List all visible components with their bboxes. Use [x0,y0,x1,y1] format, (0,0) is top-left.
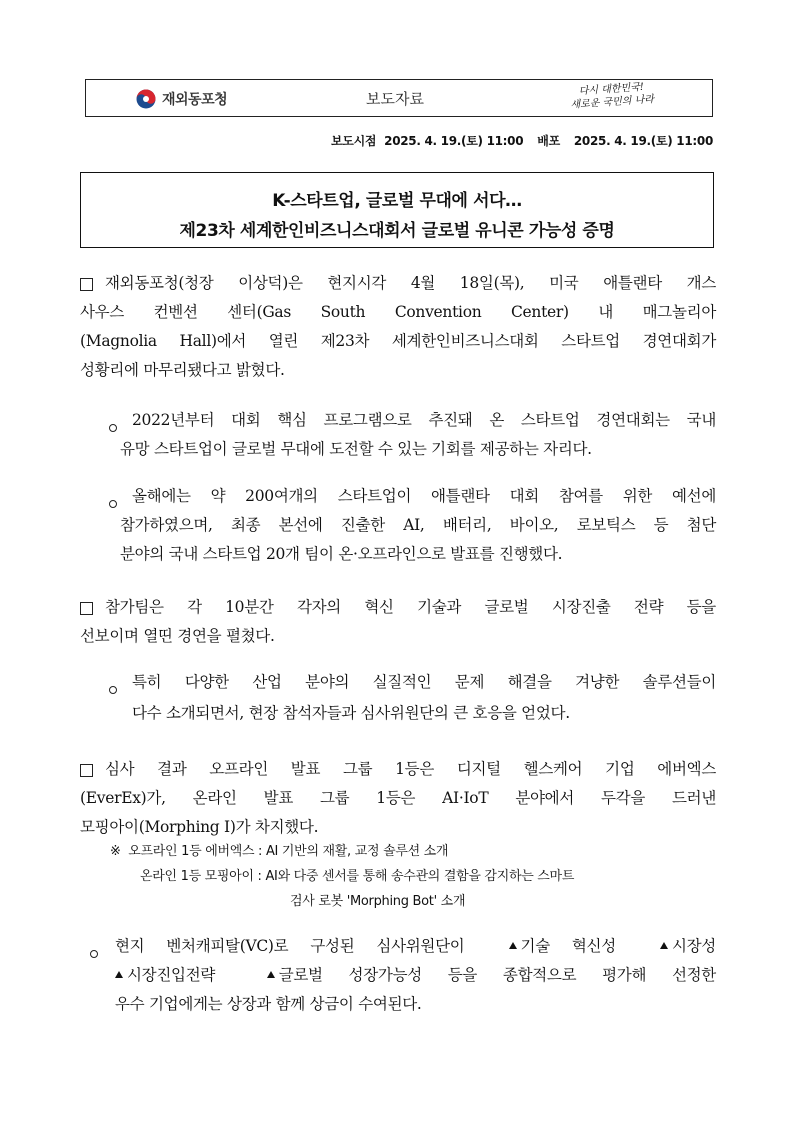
distribution-value: 2025. 4. 19.(토) 11:00 [573,134,713,148]
paragraph-line: 특히 다양한 산업 분야의 실질적인 문제 해결을 겨냥한 솔루션들이 [132,673,716,691]
paragraph-line: 유망 스타트업이 글로벌 무대에 도전할 수 있는 기회를 제공하는 자리다. [120,440,592,458]
paragraph-2 [105,593,716,622]
paragraph-line: 분야의 국내 스타트업 20개 팀이 온·오프라인으로 발표를 진행했다. [120,545,563,563]
slogan-line-1: 다시 대한민국! [578,81,645,98]
paragraph-line: 올해에는 약 200여개의 스타트업이 애틀랜타 대회 참여를 위한 예선에 [132,487,716,505]
paragraph-3 [105,755,716,784]
triangle-bullet-icon [509,942,517,949]
criteria-item: 시장진입전략 [127,966,216,984]
paragraph-line: 재외동포청(청장 이상덕)은 현지시각 4월 18일(목), 미국 애틀랜타 개스 [105,274,716,292]
handwritten-slogan [556,79,668,119]
agency-name: 재외동포청 [162,92,228,108]
distribution-label: 배포 [537,134,560,148]
embargo-value: 2025. 4. 19.(토) 11:00 [384,134,524,148]
paragraph-line: 심사 결과 오프라인 발표 그룹 1등은 디지털 헬스케어 기업 에버엑스 [105,760,716,778]
slogan-line-2: 새로운 국민의 나라 [570,94,655,111]
criteria-item: 기술 혁신성 [520,937,616,955]
headline-line-1: K-스타트업, 글로벌 무대에 서다… [272,191,522,211]
subparagraph-2a-cont [132,699,716,728]
paragraph-line [115,961,716,990]
embargo-label: 보도시점 [330,134,377,148]
circle-bullet-icon [109,494,117,512]
note-line-3: 검사 로봇 'Morphing Bot' 소개 [290,894,466,909]
paragraph-line: 다수 소개되면서, 현장 참석자들과 심사위원단의 큰 호응을 얻었다. [132,704,570,722]
paragraph-line: 우수 기업에게는 상장과 함께 상금이 수여된다. [115,995,422,1013]
paragraph-line: (EverEx)가, 온라인 발표 그룹 1등은 AI·IoT 분야에서 두각을 드러낸 [80,789,716,807]
criteria-item: 시장성 [671,937,716,955]
paragraph-line: 참가하였으며, 최종 본선에 진출한 AI, 배터리, 바이오, 로보틱스 등 첨단 [120,516,716,534]
triangle-bullet-icon [115,971,123,978]
paragraph-line: (Magnolia Hall)에서 열린 제23차 세계한인비즈니스대회 스타트업 경연대회가 [80,332,716,350]
taegeuk-emblem-icon [136,89,156,109]
release-info [331,132,713,149]
subparagraph-1b [132,482,716,511]
headline-box [80,172,714,248]
paragraph-line: 사우스 컨벤션 센터(Gas South Convention Center) 내 매그놀리아 [80,303,716,321]
paragraph-line: 선보이며 열띤 경연을 펼쳤다. [80,627,275,645]
paragraph-1 [105,269,716,298]
square-bullet-icon [80,277,93,295]
square-bullet-icon [80,601,93,619]
paragraph-line: 2022년부터 대회 핵심 프로그램으로 추진돼 온 스타트업 경연대회는 국내 [132,411,716,429]
triangle-bullet-icon [267,971,275,978]
subparagraph-1a-cont [120,435,716,464]
paragraph-2-cont [80,622,716,651]
circle-bullet-icon [90,944,98,962]
paragraph-1-cont [80,298,716,385]
subparagraph-1b-cont [120,511,716,569]
document-type-title: 보도자료 [366,90,424,108]
paragraph-3-cont [80,784,716,842]
circle-bullet-icon [109,418,117,436]
note-line-1 [110,840,448,864]
paragraph-line: 성황리에 마무리됐다고 밝혔다. [80,361,285,379]
agency-logo [136,88,227,110]
note-text: 오프라인 1등 에버엑스 : AI 기반의 재활, 교정 솔루션 소개 [128,844,449,859]
criteria-item: 글로벌 성장가능성 등을 종합적으로 평가해 선정한 [278,966,716,984]
square-bullet-icon [80,763,93,781]
triangle-bullet-icon [660,942,668,949]
subparagraph-1a [132,406,716,435]
paragraph-line: 참가팀은 각 10분간 각자의 혁신 기술과 글로벌 시장진출 전략 등을 [105,598,716,616]
headline-line-2: 제23차 세계한인비즈니스대회서 글로벌 유니콘 가능성 증명 [179,221,615,241]
paragraph-line [115,932,716,961]
subparagraph-2a [132,668,716,697]
note-line-2: 온라인 1등 모핑아이 : AI와 다중 센서를 통해 송수관의 결함을 감지하는 스마트 [140,869,575,884]
reference-mark: ※ [110,844,121,859]
header-box [85,79,713,117]
circle-bullet-icon [109,680,117,698]
paragraph-4-seg: 현지 벤처캐피탈(VC)로 구성된 심사위원단이 [115,937,465,955]
paragraph-line: 모핑아이(Morphing I)가 차지했다. [80,818,319,836]
paragraph-4 [115,932,716,1019]
